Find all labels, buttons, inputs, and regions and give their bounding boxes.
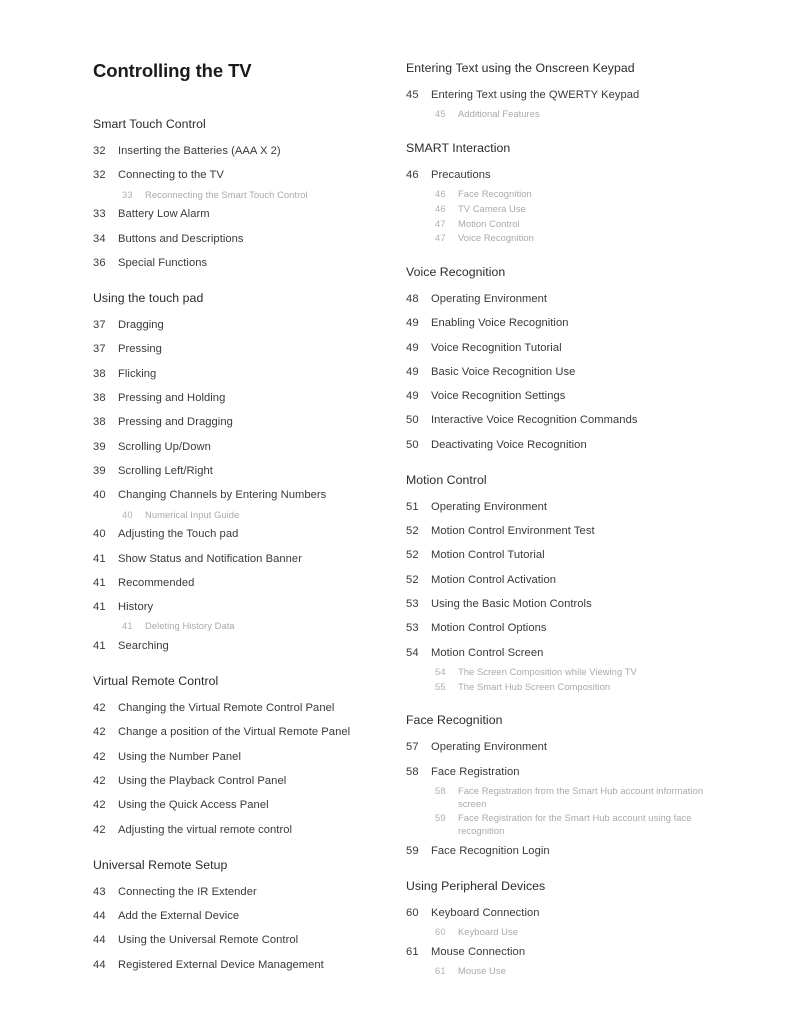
toc-page-number: 52 xyxy=(406,525,419,538)
toc-entry-label: Operating Environment xyxy=(431,741,548,754)
toc-entry[interactable] xyxy=(93,367,406,382)
toc-entry-label: Voice Recognition xyxy=(458,232,534,244)
toc-subentry[interactable] xyxy=(93,620,406,633)
toc-entry-label: Deleting History Data xyxy=(145,620,235,632)
toc-page-number: 46 xyxy=(406,168,419,181)
toc-page-number: 42 xyxy=(93,823,106,836)
toc-page-number: 60 xyxy=(435,926,446,938)
toc-page-number: 41 xyxy=(93,640,106,653)
toc-page-number: 38 xyxy=(93,392,106,405)
toc-page-number: 39 xyxy=(93,464,106,477)
toc-entry-label: Flicking xyxy=(118,367,157,380)
toc-page-number: 44 xyxy=(93,910,106,923)
toc-entry-label: Inserting the Batteries (AAA X 2) xyxy=(118,145,281,158)
toc-entry-label: Adjusting the virtual remote control xyxy=(118,823,293,836)
toc-page-number: 37 xyxy=(93,343,106,356)
toc-page-number: 53 xyxy=(406,598,419,611)
toc-entry-label: Face Registration from the Smart Hub account information screen xyxy=(458,784,704,809)
toc-page-number: 50 xyxy=(406,438,419,451)
section-heading: Universal Remote Setup xyxy=(93,857,228,872)
toc-page-number: 60 xyxy=(406,906,419,919)
toc-entry-label: Scrolling Left/Right xyxy=(118,464,213,477)
toc-page-number: 40 xyxy=(122,508,133,520)
toc-entry-label: Enabling Voice Recognition xyxy=(431,317,569,330)
toc-entry[interactable] xyxy=(93,488,406,503)
toc-page-number: 42 xyxy=(93,775,106,788)
toc-entry-label: Voice Recognition Settings xyxy=(431,390,566,403)
toc-entry[interactable] xyxy=(406,413,736,428)
section-heading: Using Peripheral Devices xyxy=(406,878,546,893)
toc-page-number: 48 xyxy=(406,292,419,305)
toc-entry-label: Pressing and Holding xyxy=(118,392,226,405)
toc-entry[interactable] xyxy=(93,701,406,716)
toc-entry[interactable] xyxy=(93,440,406,455)
toc-page-number: 44 xyxy=(93,958,106,971)
toc-entry-label: Pressing xyxy=(118,343,162,356)
toc-page-number: 54 xyxy=(435,665,446,677)
toc-entry-label: Motion Control Options xyxy=(431,622,547,635)
toc-entry-label: Changing Channels by Entering Numbers xyxy=(118,489,327,502)
toc-entry-label: The Smart Hub Screen Composition xyxy=(458,680,611,692)
toc-subentry[interactable] xyxy=(406,965,736,978)
toc-entry-label: Registered External Device Management xyxy=(118,958,324,971)
toc-entry-label: Changing the Virtual Remote Control Panel xyxy=(118,702,335,715)
toc-entry[interactable] xyxy=(93,391,406,406)
toc-entry[interactable] xyxy=(93,798,406,813)
toc-subentry[interactable] xyxy=(406,203,736,216)
section-heading: Using the touch pad xyxy=(93,291,204,306)
toc-page-number: 32 xyxy=(93,169,106,182)
toc-page-number: 38 xyxy=(93,416,106,429)
toc-entry[interactable] xyxy=(93,639,406,654)
toc-section xyxy=(93,117,406,271)
toc-entry[interactable] xyxy=(406,573,736,588)
toc-entry-label: Face Recognition Login xyxy=(431,844,550,857)
page-title: Controlling the TV xyxy=(93,60,252,81)
toc-entry[interactable] xyxy=(93,725,406,740)
toc-entry-label: Operating Environment xyxy=(431,500,548,513)
toc-page-number: 58 xyxy=(406,765,419,778)
toc-entry[interactable] xyxy=(406,740,736,755)
toc-page-number: 33 xyxy=(93,208,106,221)
toc-page-number: 43 xyxy=(93,885,106,898)
toc-entry-label: Keyboard Connection xyxy=(431,906,540,919)
toc-entry-label: Deactivating Voice Recognition xyxy=(431,438,587,451)
toc-entry[interactable] xyxy=(93,415,406,430)
toc-page-number: 49 xyxy=(406,390,419,403)
toc-page-number: 57 xyxy=(406,741,419,754)
toc-entry[interactable] xyxy=(406,438,736,453)
toc-section xyxy=(406,61,736,121)
toc-page-number: 61 xyxy=(435,965,446,977)
toc-entry-label: Connecting to the TV xyxy=(118,169,224,182)
toc-entry-label: Using the Quick Access Panel xyxy=(118,799,269,812)
toc-entry-label: The Screen Composition while Viewing TV xyxy=(458,665,637,677)
toc-subentry[interactable] xyxy=(406,926,736,939)
toc-entry-label: Keyboard Use xyxy=(458,926,519,938)
toc-section xyxy=(406,141,736,245)
toc-entry-label: Reconnecting the Smart Touch Control xyxy=(145,188,308,200)
toc-section xyxy=(93,858,406,973)
toc-entry-label: Dragging xyxy=(118,319,164,332)
toc-page-number: 33 xyxy=(122,188,133,200)
toc-entry[interactable] xyxy=(93,750,406,765)
toc-left-column xyxy=(93,55,406,973)
toc-subentry[interactable] xyxy=(406,108,736,121)
toc-entry[interactable] xyxy=(406,945,736,960)
toc-entry[interactable] xyxy=(93,576,406,591)
toc-entry-label: Add the External Device xyxy=(118,910,240,923)
toc-page-number: 34 xyxy=(93,232,106,245)
toc-entry[interactable] xyxy=(93,552,406,567)
toc-entry-label: Operating Environment xyxy=(431,292,548,305)
toc-section xyxy=(406,713,736,858)
section-heading: Motion Control xyxy=(406,472,487,487)
toc-entry-label: Motion Control Tutorial xyxy=(431,549,545,562)
toc-page-number: 54 xyxy=(406,646,419,659)
toc-entry-label: History xyxy=(118,601,154,614)
toc-entry-label: Change a position of the Virtual Remote Panel xyxy=(118,726,351,739)
left-sections-container xyxy=(93,117,406,973)
toc-entry-label: Scrolling Up/Down xyxy=(118,440,211,453)
toc-page-number: 42 xyxy=(93,726,106,739)
toc-entry-label: Buttons and Descriptions xyxy=(118,232,244,245)
toc-page-number: 40 xyxy=(93,489,106,502)
toc-page-number: 61 xyxy=(406,945,419,958)
toc-entry-label: Adjusting the Touch pad xyxy=(118,528,239,541)
toc-subentry[interactable] xyxy=(406,232,736,245)
section-heading: Face Recognition xyxy=(406,713,503,728)
toc-entry-label: Battery Low Alarm xyxy=(118,208,210,221)
toc-entry[interactable] xyxy=(93,464,406,479)
toc-entry-label: Face Registration xyxy=(431,765,520,778)
toc-entry-label: Face Recognition xyxy=(458,188,532,200)
toc-entry[interactable] xyxy=(93,958,406,973)
toc-entry[interactable] xyxy=(406,316,736,331)
toc-entry-label: Precautions xyxy=(431,168,491,181)
toc-entry-label: Mouse Use xyxy=(458,965,506,977)
toc-subentry[interactable] xyxy=(406,681,736,694)
toc-page-number: 58 xyxy=(435,784,446,796)
toc-entry[interactable] xyxy=(93,527,406,542)
toc-subentry[interactable] xyxy=(406,666,736,679)
toc-entry[interactable] xyxy=(406,168,736,183)
toc-page-number: 50 xyxy=(406,414,419,427)
toc-entry-label: Connecting the IR Extender xyxy=(118,885,257,898)
toc-entry-label: Interactive Voice Recognition Commands xyxy=(431,414,638,427)
toc-entry-label: Motion Control xyxy=(458,217,520,229)
toc-entry-label: Motion Control Screen xyxy=(431,646,544,659)
toc-entry-label: Show Status and Notification Banner xyxy=(118,552,302,565)
toc-page-number: 36 xyxy=(93,257,106,270)
toc-entry-label: Recommended xyxy=(118,576,195,589)
toc-page-number: 41 xyxy=(93,552,106,565)
toc-page-number: 49 xyxy=(406,365,419,378)
toc-page-number: 53 xyxy=(406,622,419,635)
toc-page-number: 51 xyxy=(406,500,419,513)
toc-entry-label: Voice Recognition Tutorial xyxy=(431,341,562,354)
toc-entry-label: Basic Voice Recognition Use xyxy=(431,365,576,378)
toc-entry[interactable] xyxy=(406,292,736,307)
toc-page-number: 40 xyxy=(93,528,106,541)
toc-entry[interactable] xyxy=(93,774,406,789)
toc-subentry[interactable] xyxy=(406,812,736,837)
toc-page-number: 45 xyxy=(406,88,419,101)
toc-entry[interactable] xyxy=(93,600,406,615)
toc-entry[interactable] xyxy=(406,906,736,921)
toc-page-number: 52 xyxy=(406,549,419,562)
toc-entry[interactable] xyxy=(93,207,406,222)
toc-entry[interactable] xyxy=(406,765,736,780)
toc-page-number: 41 xyxy=(93,601,106,614)
toc-page-number: 55 xyxy=(435,680,446,692)
toc-entry[interactable] xyxy=(406,389,736,404)
toc-subentry[interactable] xyxy=(406,785,736,810)
toc-columns xyxy=(93,55,730,978)
section-heading: Entering Text using the Onscreen Keypad xyxy=(406,61,635,75)
toc-entry[interactable] xyxy=(93,144,406,159)
toc-page-number: 46 xyxy=(435,202,446,214)
toc-entry-label: Additional Features xyxy=(458,108,540,120)
toc-page-number: 47 xyxy=(435,217,446,229)
toc-entry[interactable] xyxy=(406,365,736,380)
toc-section xyxy=(406,473,736,693)
toc-entry[interactable] xyxy=(406,646,736,661)
toc-entry-label: Entering Text using the QWERTY Keypad xyxy=(431,88,640,101)
toc-entry[interactable] xyxy=(406,524,736,539)
toc-entry[interactable] xyxy=(406,500,736,515)
toc-entry[interactable] xyxy=(93,256,406,271)
toc-page-number: 41 xyxy=(93,576,106,589)
toc-entry-label: Using the Universal Remote Control xyxy=(118,934,299,947)
section-heading: Virtual Remote Control xyxy=(93,674,219,689)
toc-entry-label: Using the Number Panel xyxy=(118,750,241,763)
toc-page-number: 42 xyxy=(93,702,106,715)
toc-entry[interactable] xyxy=(93,933,406,948)
toc-entry-label: Mouse Connection xyxy=(431,945,526,958)
toc-page-number: 52 xyxy=(406,573,419,586)
toc-entry[interactable] xyxy=(93,342,406,357)
toc-entry-label: Pressing and Dragging xyxy=(118,416,233,429)
toc-page-number: 44 xyxy=(93,934,106,947)
toc-entry[interactable] xyxy=(93,318,406,333)
toc-page-number: 45 xyxy=(435,108,446,120)
section-heading: Smart Touch Control xyxy=(93,117,206,132)
toc-entry[interactable] xyxy=(406,88,736,103)
toc-entry-label: Using the Basic Motion Controls xyxy=(431,598,592,611)
toc-page-number: 46 xyxy=(435,188,446,200)
toc-right-column xyxy=(406,55,736,978)
toc-page-number: 47 xyxy=(435,232,446,244)
toc-page-number: 42 xyxy=(93,799,106,812)
toc-entry-label: Using the Playback Control Panel xyxy=(118,775,287,788)
toc-section xyxy=(93,674,406,838)
toc-section xyxy=(406,265,736,453)
toc-page-number: 42 xyxy=(93,750,106,763)
toc-entry[interactable] xyxy=(406,341,736,356)
toc-page-number: 49 xyxy=(406,341,419,354)
toc-entry[interactable] xyxy=(406,844,736,859)
toc-entry[interactable] xyxy=(93,885,406,900)
toc-entry[interactable] xyxy=(93,909,406,924)
toc-entry-label: Numerical Input Guide xyxy=(145,508,240,520)
toc-page-number: 39 xyxy=(93,440,106,453)
toc-subentry[interactable] xyxy=(406,218,736,231)
toc-entry-label: Special Functions xyxy=(118,257,208,270)
toc-entry[interactable] xyxy=(406,621,736,636)
toc-page-number: 37 xyxy=(93,319,106,332)
toc-entry[interactable] xyxy=(406,548,736,563)
toc-page-number: 49 xyxy=(406,317,419,330)
toc-entry-label: TV Camera Use xyxy=(458,202,526,214)
toc-section xyxy=(406,879,736,978)
toc-page-number: 59 xyxy=(435,812,446,824)
toc-subentry[interactable] xyxy=(93,509,406,522)
toc-entry-label: Motion Control Activation xyxy=(431,573,556,586)
toc-subentry[interactable] xyxy=(93,189,406,202)
section-heading: Voice Recognition xyxy=(406,265,506,279)
toc-section xyxy=(93,291,406,654)
toc-entry-label: Motion Control Environment Test xyxy=(431,525,595,538)
toc-entry[interactable] xyxy=(406,597,736,612)
toc-page-number: 41 xyxy=(122,620,133,632)
toc-subentry[interactable] xyxy=(406,188,736,201)
toc-entry[interactable] xyxy=(93,232,406,247)
toc-page-number: 32 xyxy=(93,145,106,158)
toc-entry[interactable] xyxy=(93,823,406,838)
toc-entry-label: Searching xyxy=(118,640,169,653)
toc-page-number: 59 xyxy=(406,844,419,857)
right-sections-container xyxy=(406,61,736,978)
toc-entry-label: Face Registration for the Smart Hub account using face recognition xyxy=(458,812,692,836)
toc-entry[interactable] xyxy=(93,168,406,183)
section-heading: SMART Interaction xyxy=(406,140,511,155)
toc-page-number: 38 xyxy=(93,367,106,380)
